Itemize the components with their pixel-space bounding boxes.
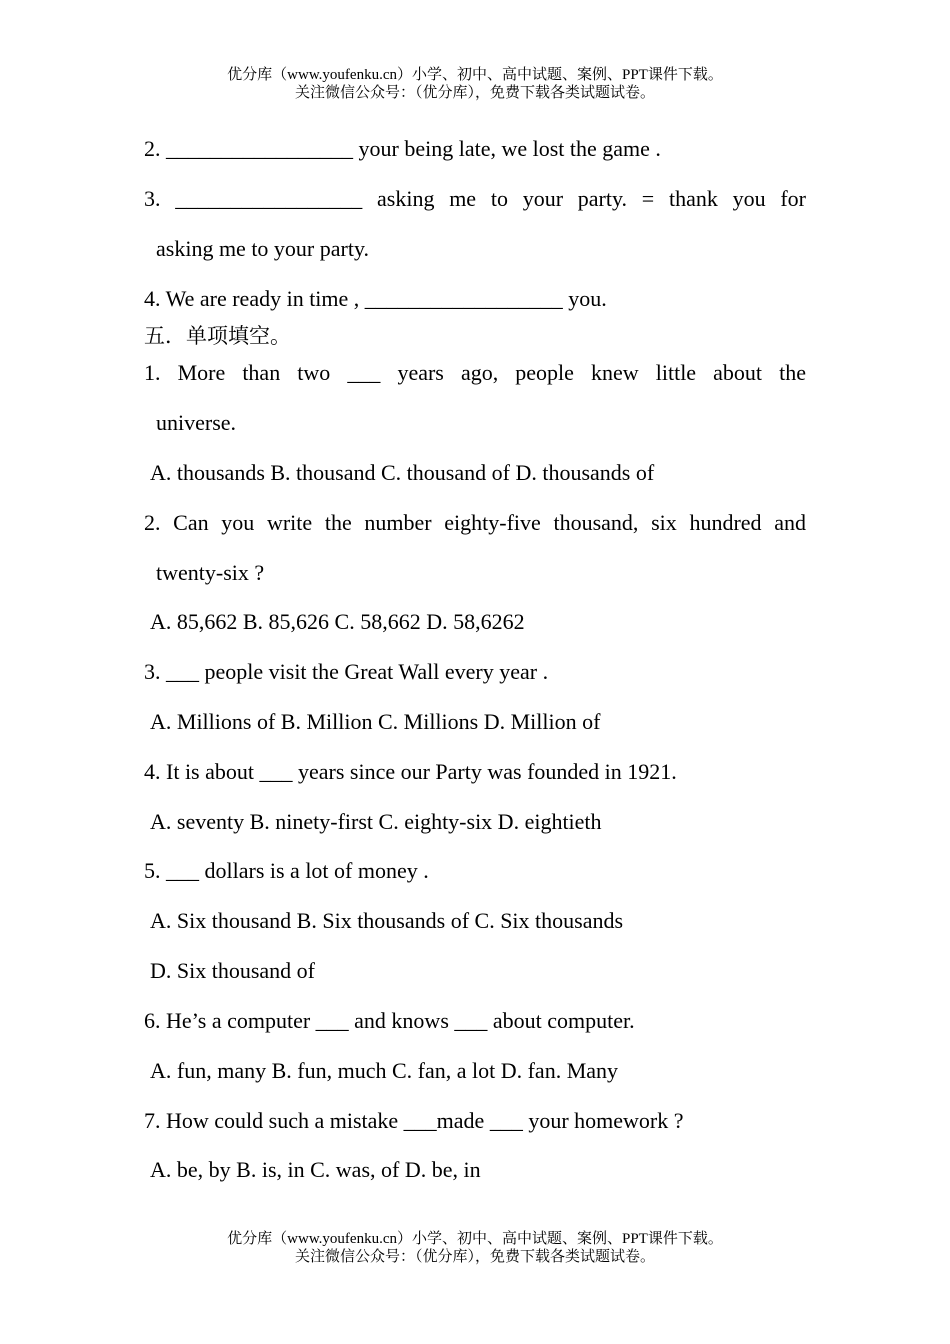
section-title: 五．单项填空。 bbox=[144, 324, 291, 348]
part4-question-3-line-1: 3. _________________ asking me to your party. = thank you for bbox=[144, 186, 806, 211]
question-4-stem: 4. It is about ___ years since our Party was founded in 1921. bbox=[144, 759, 677, 784]
question-2-options: A. 85,662 B. 85,626 C. 58,662 D. 58,6262 bbox=[150, 609, 525, 634]
part4-question-3-line-2: asking me to your party. bbox=[156, 236, 370, 261]
question-3-options: A. Millions of B. Million C. Millions D. Million of bbox=[150, 709, 601, 734]
footer-line-1: 优分库（www.youfenku.cn）小学、初中、高中试题、案例、PPT课件下载。 bbox=[227, 1231, 723, 1247]
question-1-stem: 1. More than two ___ years ago, people knew little about the bbox=[144, 360, 806, 385]
question-7-options: A. be, by B. is, in C. was, of D. be, in bbox=[150, 1157, 481, 1182]
footer-line-2: 关注微信公众号：（优分库），免费下载各类试题试卷。 bbox=[294, 1249, 655, 1265]
question-5-options: A. Six thousand B. Six thousands of C. Six thousands bbox=[150, 908, 624, 933]
question-6-options: A. fun, many B. fun, much C. fan, a lot D. fan. Many bbox=[150, 1058, 619, 1083]
question-2-stem-cont: twenty-six ? bbox=[156, 560, 265, 585]
question-1-stem-cont: universe. bbox=[156, 410, 237, 435]
page-header bbox=[0, 66, 950, 102]
question-2-stem: 2. Can you write the number eighty-five thousand, six hundred and bbox=[144, 510, 806, 535]
header-line-2: 关注微信公众号：（优分库），免费下载各类试题试卷。 bbox=[294, 85, 655, 101]
part4-question-4: 4. We are ready in time , __________________ you. bbox=[144, 286, 607, 311]
question-6-stem: 6. He’s a computer ___ and knows ___ about computer. bbox=[144, 1008, 635, 1033]
page-footer bbox=[0, 1230, 950, 1266]
part4-question-2: 2. _________________ your being late, we lost the game . bbox=[144, 136, 661, 161]
question-3-stem: 3. ___ people visit the Great Wall every year . bbox=[144, 659, 549, 684]
question-5-stem: 5. ___ dollars is a lot of money . bbox=[144, 858, 429, 883]
question-1-options: A. thousands B. thousand C. thousand of D. thousands of bbox=[150, 460, 655, 485]
header-line-1: 优分库（www.youfenku.cn）小学、初中、高中试题、案例、PPT课件下载。 bbox=[227, 67, 723, 83]
question-7-stem: 7. How could such a mistake ___made ___ your homework ? bbox=[144, 1108, 684, 1133]
question-4-options: A. seventy B. ninety-first C. eighty-six D. eightieth bbox=[150, 809, 602, 834]
question-5-options-cont: D. Six thousand of bbox=[150, 958, 315, 983]
